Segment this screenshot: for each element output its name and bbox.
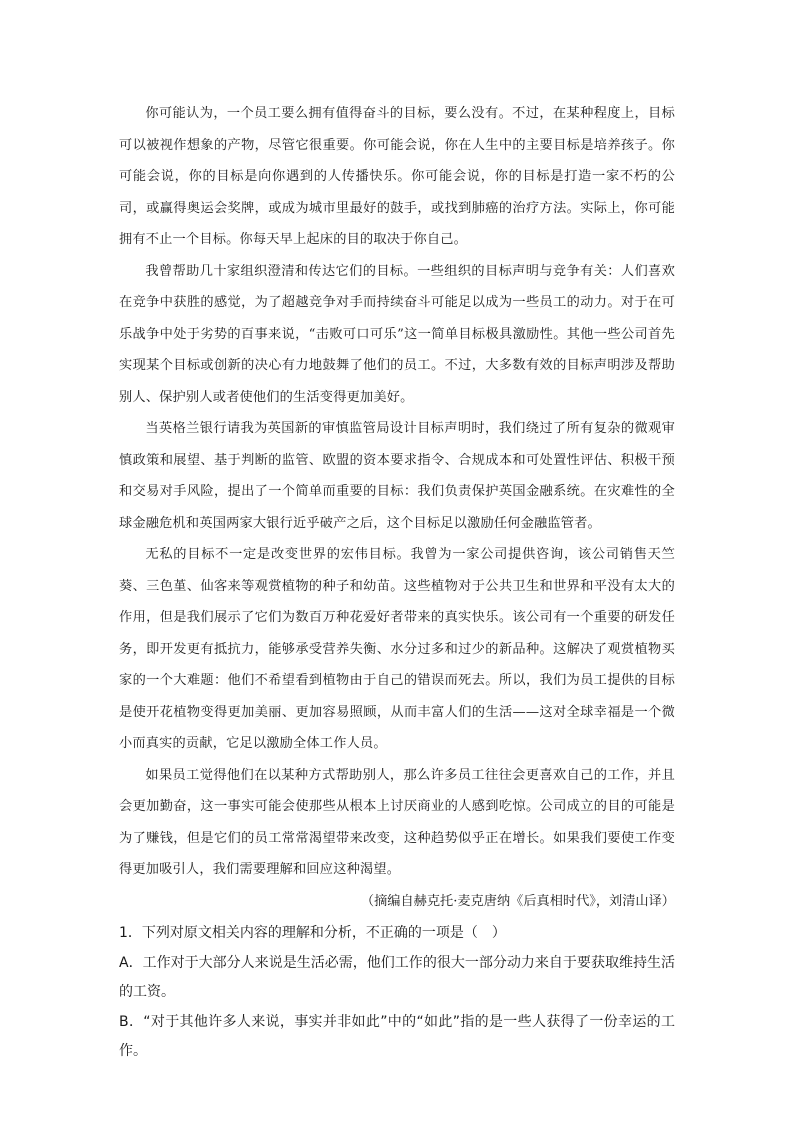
article-source: （摘编自赫克托·麦克唐纳《后真相时代》，刘清山译） [360, 893, 675, 909]
document-content [119, 98, 675, 1067]
article-paragraph-4: 无私的目标不一定是改变世界的宏伟目标。我曾为一家公司提供咨询，该公司销售天竺葵、三色堇、仙客来等观赏植物的种子和幼苗。这些植物对于公共卫生和世界和平没有太大的作用，但是我们展示了它们为数百万种花爱好者带来的真实快乐。该公司有一个重要的研发任务，即开发更有抵抗力，能够承受营养失衡、水分过多和过少的新品种。这解决了观赏植物买家的一个大难题：他们不希望看到植物由于自己的错误而死去。所以，我们为员工提供的目标是使开花植物变得更加美丽、更加容易照顾，从而丰富人们的生活——这对全球幸福是一个微小而真实的贡献，它足以激励全体工作人员。 [119, 547, 675, 751]
article-paragraph-5: 如果员工觉得他们在以某种方式帮助别人，那么许多员工往往会更喜欢自己的工作，并且会更加勤奋，这一事实可能会使那些从根本上讨厌商业的人感到吃惊。公司成立的目的可能是为了赚钱，但是它们的员工常常渴望带来改变，这种趋势似乎正在增长。如果我们要使工作变得更加吸引人，我们需要理解和回应这种渴望。 [119, 767, 675, 877]
article-paragraph-2: 我曾帮助几十家组织澄清和传达它们的目标。一些组织的目标声明与竞争有关：人们喜欢在竞争中获胜的感觉，为了超越竞争对手而持续奋斗可能足以成为一些员工的动力。对于在可乐战争中处于劣势的百事来说，“击败可口可乐”这一简单目标极具激励性。其他一些公司首先实现某个目标或创新的决心有力地鼓舞了他们的员工。不过，大多数有效的目标声明涉及帮助别人、保护别人或者使他们的生活变得更加美好。 [119, 263, 675, 405]
article-paragraph-3: 当英格兰银行请我为英国新的审慎监管局设计目标声明时，我们绕过了所有复杂的微观审慎政策和展望、基于判断的监管、欧盟的资本要求指令、合规成本和可处置性评估、积极干预和交易对手风险，提出了一个简单而重要的目标：我们负责保护英国金融系统。在灾难性的全球金融危机和英国两家大银行近乎破产之后，这个目标足以激励任何金融监管者。 [119, 421, 675, 531]
article-paragraph-1: 你可能认为，一个员工要么拥有值得奋斗的目标，要么没有。不过，在某种程度上，目标可以被视作想象的产物，尽管它很重要。你可能会说，你在人生中的主要目标是培养孩子。你可能会说，你的目标是向你遇到的人传播快乐。你可能会说，你的目标是打造一家不朽的公司，或赢得奥运会奖牌，或成为城市里最好的鼓手，或找到肺癌的治疗方法。实际上，你可能拥有不止一个目标。你每天早上起床的目的取决于你自己。 [119, 106, 675, 247]
question-option-a: A．工作对于大部分人来说是生活必需，他们工作的很大一部分动力来自于要获取维持生活的工资。 [119, 954, 675, 1000]
question-stem: 1．下列对原文相关内容的理解和分析，不正确的一项是（ ） [119, 925, 506, 941]
question-block [119, 919, 675, 1067]
question-option-b: B．“对于其他许多人来说，事实并非如此”中的“如此”指的是一些人获得了一份幸运的工作。 [119, 1013, 675, 1059]
article-body [119, 98, 675, 917]
